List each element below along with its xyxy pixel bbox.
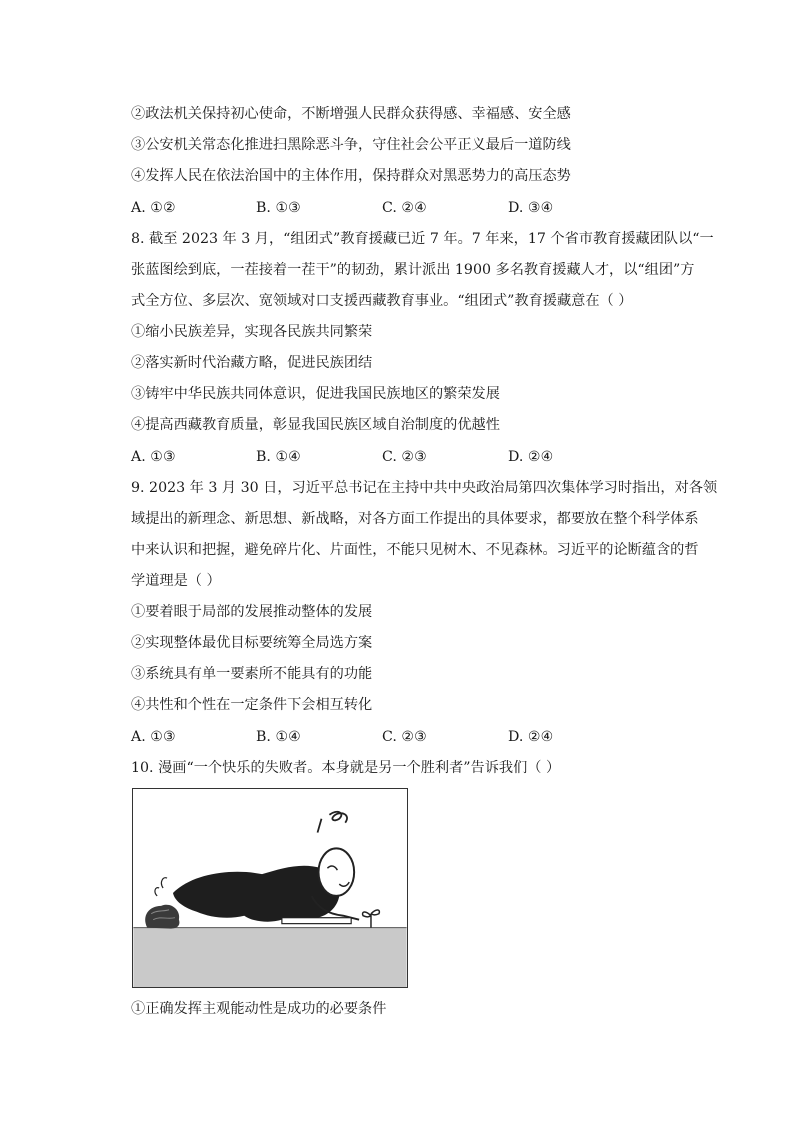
q9-option-d: D. ②④ [508,729,554,745]
cartoon-ground [133,928,406,987]
cartoon-sprout [363,910,380,928]
q7-option-b: B. ①③ [256,200,301,216]
q9-stem-line-1: 9. 2023 年 3 月 30 日，习近平总书记在主持中共中央政治局第四次集体学习时指出，对各领 [131,480,718,496]
q8-stem-line-2: 张蓝图绘到底，一茬接着一茬干”的韧劲，累计派出 1900 多名教育援藏人才，以“组团”方 [131,262,695,278]
q8-stem-line-3: 式全方位、多层次、宽领域对口支援西藏教育事业。“组团式”教育援藏意在（ ） [131,293,633,309]
q7-option-a: A. ①② [131,200,176,216]
q9-stem-line-2: 域提出的新理念、新思想、新战略，对各方面工作提出的具体要求，都要放在整个科学体系 [131,511,699,527]
q8-item-2: ②落实新时代治藏方略，促进民族团结 [131,355,373,371]
q9-item-3: ③系统具有单一要素所不能具有的功能 [131,666,373,682]
q7-item-3: ③公安机关常态化推进扫黑除恶斗争，守住社会公平正义最后一道防线 [131,137,571,153]
q8-option-b: B. ①④ [256,449,301,465]
q9-item-4: ④共性和个性在一定条件下会相互转化 [131,697,373,713]
q9-option-b: B. ①④ [256,729,301,745]
q8-option-c: C. ②③ [382,449,427,465]
q7-option-c: C. ②④ [382,200,427,216]
q7-item-2: ②政法机关保持初心使命，不断增强人民群众获得感、幸福感、安全感 [131,106,571,122]
q9-item-2: ②实现整体最优目标要统筹全局选方案 [131,635,373,651]
q9-option-c: C. ②③ [382,729,427,745]
q8-option-d: D. ②④ [508,449,554,465]
q8-stem-line-1: 8. 截至 2023 年 3 月，“组团式”教育援藏已近 7 年。7 年来，17 个省市教育援藏团队以“一 [131,231,714,247]
q10-stem: 10. 漫画“一个快乐的失败者。本身就是另一个胜利者”告诉我们（ ） [131,760,561,776]
q9-option-a: A. ①③ [131,729,176,745]
cartoon-swirl [318,812,348,833]
q8-item-4: ④提高西藏教育质量，彰显我国民族区域自治制度的优越性 [131,417,500,433]
q8-item-3: ③铸牢中华民族共同体意识，促进我国民族地区的繁荣发展 [131,386,500,402]
q8-item-1: ①缩小民族差异，实现各民族共同繁荣 [131,324,373,340]
q9-stem-line-3: 中来认识和把握，避免碎片化、片面性，不能只见树木、不见森林。习近平的论断蕴含的哲 [131,542,699,558]
q9-item-1: ①要着眼于局部的发展推动整体的发展 [131,604,373,620]
q7-item-4: ④发挥人民在依法治国中的主体作用，保持群众对黑恶势力的高压态势 [131,168,571,184]
q10-item-1: ①正确发挥主观能动性是成功的必要条件 [131,1001,387,1017]
q7-option-d: D. ③④ [508,200,554,216]
q9-stem-line-4: 学道理是（ ） [131,573,221,589]
cartoon-figure [173,866,340,922]
cartoon-image [132,788,408,988]
cartoon-rock [145,905,179,929]
q8-option-a: A. ①③ [131,449,176,465]
cartoon-head [319,848,355,896]
